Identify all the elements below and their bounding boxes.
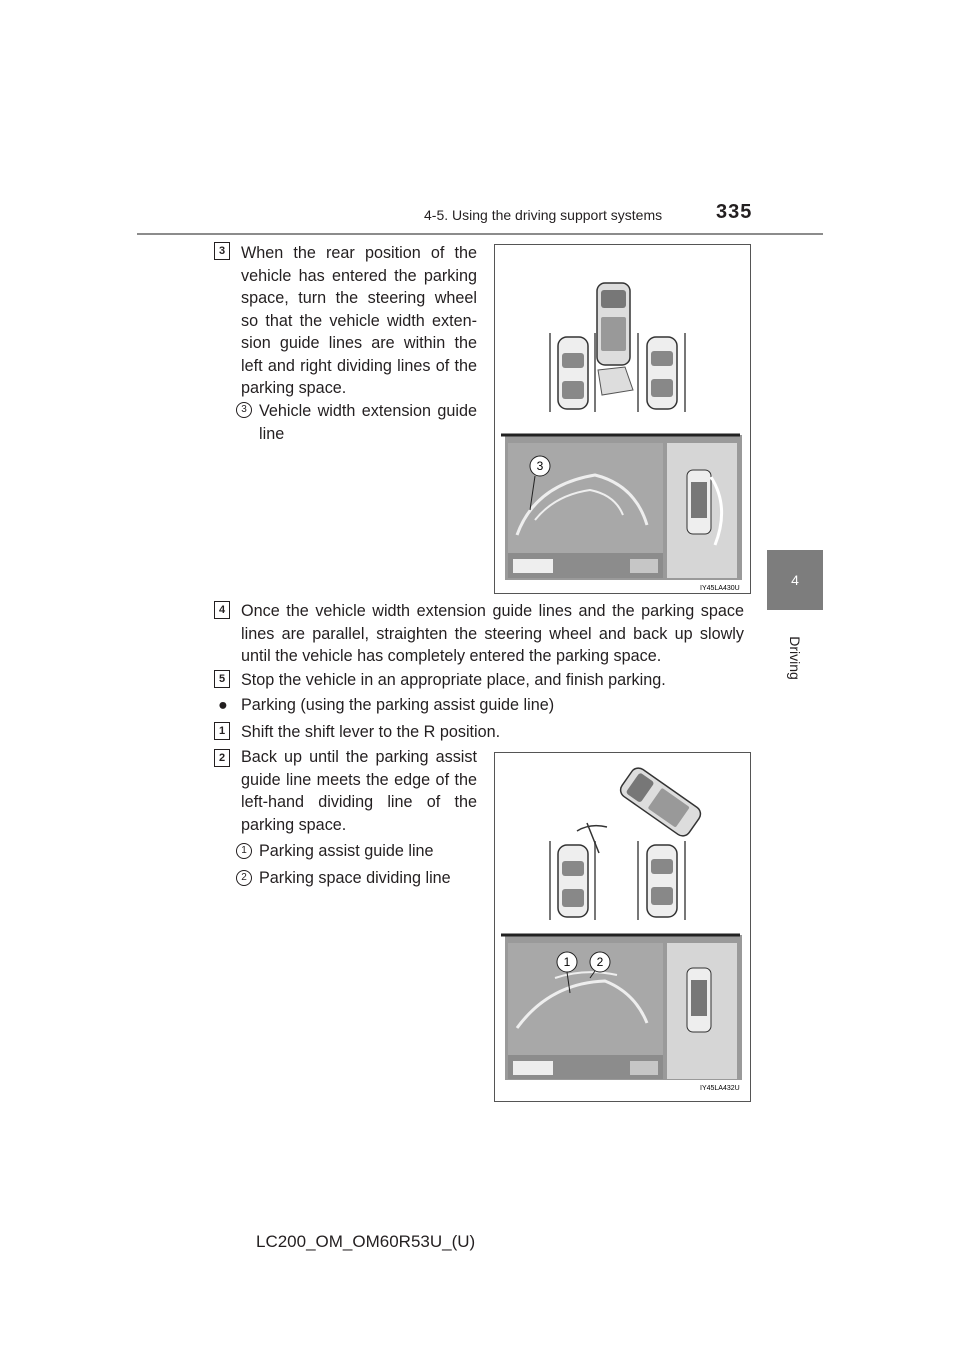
chapter-tab[interactable]: 4 [767,550,823,610]
callout-marker-3: 3 [236,402,252,418]
parking-diagram-2 [495,753,750,1101]
camera-screen [501,935,742,1080]
step-marker-5: 5 [214,670,230,688]
page-number: 335 [716,201,753,223]
parked-car-left-icon [558,337,588,409]
camera-screen [501,435,742,580]
step-1-text: Shift the shift lever to the R position. [241,723,501,741]
figure-1-code: IY45LA430U [700,585,740,592]
step-marker-4: 4 [214,601,230,619]
bullet-heading: Parking (using the parking assist guide line) [241,696,555,714]
header-rule [137,233,823,235]
chapter-label: Driving [787,636,803,680]
reversing-car-icon [617,765,703,839]
step-marker-1: 1 [214,722,230,740]
figure-parking-guide-width [494,244,751,594]
document-code: LC200_OM_OM60R53U_(U) [256,1232,476,1251]
parked-car-right-icon [647,337,677,409]
step-5-text: Stop the vehicle in an appropriate place, and finish parking. [241,671,666,689]
figure-1-callout-3: 3 [536,459,544,473]
step-marker-3: 3 [214,242,230,260]
callout-marker-2: 2 [236,870,252,886]
callout-1-text: Parking assist guide line [259,842,434,860]
step-4-text: Once the vehicle width extension guide lines and the parking space lines are parallel, straighten the steering wheel and back up slowly until the vehicle has completely entered the parking space. [241,602,744,665]
parked-car-left-icon [558,845,588,917]
step-3-text: When the rear position of the vehicle has entered the parking space, turn the steering wheel so that the vehicle width exten-sion guide lines are within the left and right dividing lines of the parking space. [241,244,477,397]
parking-diagram-1 [495,245,750,593]
figure-parking-assist-guide [494,752,751,1102]
figure-2-callout-2: 2 [596,955,604,969]
bullet-symbol: ● [218,696,228,714]
step-marker-2: 2 [214,749,230,767]
reversing-car-icon [597,283,630,365]
callout-marker-1: 1 [236,843,252,859]
figure-2-callout-1: 1 [563,955,571,969]
callout-2-text: Parking space dividing line [259,869,451,887]
callout-3-text: Vehicle width extension guide line [259,402,477,443]
section-title: 4-5. Using the driving support systems [424,207,663,223]
step-2-text: Back up until the parking assist guide line meets the edge of the left-hand dividing line of the parking space. [241,748,477,834]
parked-car-right-icon [647,845,677,917]
figure-2-code: IY45LA432U [700,1085,740,1092]
